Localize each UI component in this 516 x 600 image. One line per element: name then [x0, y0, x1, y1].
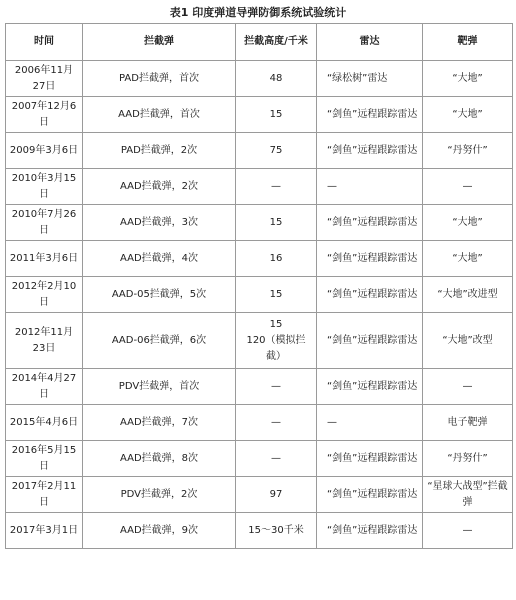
cell-altitude: — [236, 441, 317, 477]
cell-altitude: — [236, 369, 317, 405]
cell-date: 2006年11月27日 [6, 61, 83, 97]
cell-radar: “剑鱼”远程跟踪雷达 [317, 477, 423, 513]
cell-target: “大地” [423, 205, 513, 241]
cell-target: — [423, 513, 513, 549]
table-row [6, 61, 513, 97]
cell-target: 电子靶弹 [423, 405, 513, 441]
table-row [6, 513, 513, 549]
table-row [6, 241, 513, 277]
cell-date: 2012年11月23日 [6, 313, 83, 369]
cell-interceptor: AAD拦截弹，8次 [83, 441, 236, 477]
header-altitude-label: 拦截高度/千米 [244, 36, 308, 47]
table-row [6, 169, 513, 205]
table-row [6, 369, 513, 405]
header-interceptor: 拦截弹 [83, 24, 236, 61]
table-row [6, 277, 513, 313]
header-radar: 雷达 [317, 24, 423, 61]
header-altitude [236, 24, 317, 61]
cell-radar: “剑鱼”远程跟踪雷达 [317, 133, 423, 169]
cell-radar: “剑鱼”远程跟踪雷达 [317, 513, 423, 549]
cell-radar: “剑鱼”远程跟踪雷达 [317, 241, 423, 277]
cell-altitude: 15 [236, 205, 317, 241]
cell-interceptor: PDV拦截弹，首次 [83, 369, 236, 405]
table-row [6, 97, 513, 133]
cell-interceptor: AAD-05拦截弹，5次 [83, 277, 236, 313]
header-target: 靶弹 [423, 24, 513, 61]
cell-altitude: — [236, 405, 317, 441]
cell-radar: “剑鱼”远程跟踪雷达 [317, 313, 423, 369]
header-date: 时间 [6, 24, 83, 61]
cell-interceptor: PDV拦截弹，2次 [83, 477, 236, 513]
cell-target: “大地” [423, 61, 513, 97]
table-row [6, 441, 513, 477]
cell-interceptor: AAD-06拦截弹，6次 [83, 313, 236, 369]
cell-altitude: 15～30千米 [236, 513, 317, 549]
cell-radar: — [317, 169, 423, 205]
table-body [6, 61, 513, 549]
cell-target: “星球大战型”拦截弹 [423, 477, 513, 513]
cell-date: 2010年3月15日 [6, 169, 83, 205]
cell-date: 2010年7月26日 [6, 205, 83, 241]
cell-radar: “剑鱼”远程跟踪雷达 [317, 277, 423, 313]
table-row [6, 405, 513, 441]
cell-interceptor: AAD拦截弹，4次 [83, 241, 236, 277]
cell-interceptor: AAD拦截弹，9次 [83, 513, 236, 549]
cell-altitude: — [236, 169, 317, 205]
cell-date: 2014年4月27日 [6, 369, 83, 405]
cell-date: 2007年12月6日 [6, 97, 83, 133]
table-row [6, 477, 513, 513]
cell-date: 2012年2月10日 [6, 277, 83, 313]
cell-interceptor: AAD拦截弹，7次 [83, 405, 236, 441]
cell-interceptor: AAD拦截弹，首次 [83, 97, 236, 133]
cell-target: “大地”改型 [423, 313, 513, 369]
cell-date: 2009年3月6日 [6, 133, 83, 169]
table-row [6, 313, 513, 369]
cell-interceptor: PAD拦截弹，2次 [83, 133, 236, 169]
table-header-row [6, 24, 513, 61]
cell-radar: “绿松树”雷达 [317, 61, 423, 97]
table-row [6, 205, 513, 241]
cell-date: 2017年2月11日 [6, 477, 83, 513]
cell-altitude: 48 [236, 61, 317, 97]
cell-interceptor: AAD拦截弹，3次 [83, 205, 236, 241]
cell-interceptor: PAD拦截弹，首次 [83, 61, 236, 97]
cell-target: “大地” [423, 97, 513, 133]
cell-date: 2017年3月1日 [6, 513, 83, 549]
cell-target: “大地” [423, 241, 513, 277]
cell-altitude: 15 [236, 277, 317, 313]
cell-altitude: 15 [236, 97, 317, 133]
table-caption: 表1 印度弹道导弹防御系统试验统计 [169, 6, 347, 19]
cell-target: “大地”改进型 [423, 277, 513, 313]
cell-altitude: 16 [236, 241, 317, 277]
cell-radar: “剑鱼”远程跟踪雷达 [317, 369, 423, 405]
cell-altitude: 75 [236, 133, 317, 169]
table-row [6, 133, 513, 169]
interception-test-table [5, 23, 513, 549]
cell-target: — [423, 369, 513, 405]
cell-radar: — [317, 405, 423, 441]
cell-date: 2011年3月6日 [6, 241, 83, 277]
cell-date: 2015年4月6日 [6, 405, 83, 441]
cell-target: “丹努什” [423, 441, 513, 477]
cell-altitude: 97 [236, 477, 317, 513]
cell-target: “丹努什” [423, 133, 513, 169]
cell-radar: “剑鱼”远程跟踪雷达 [317, 441, 423, 477]
cell-radar: “剑鱼”远程跟踪雷达 [317, 205, 423, 241]
cell-interceptor: AAD拦截弹，2次 [83, 169, 236, 205]
cell-date: 2016年5月15日 [6, 441, 83, 477]
cell-radar: “剑鱼”远程跟踪雷达 [317, 97, 423, 133]
cell-altitude: 15 120（模拟拦截） [236, 313, 317, 369]
cell-target: — [423, 169, 513, 205]
